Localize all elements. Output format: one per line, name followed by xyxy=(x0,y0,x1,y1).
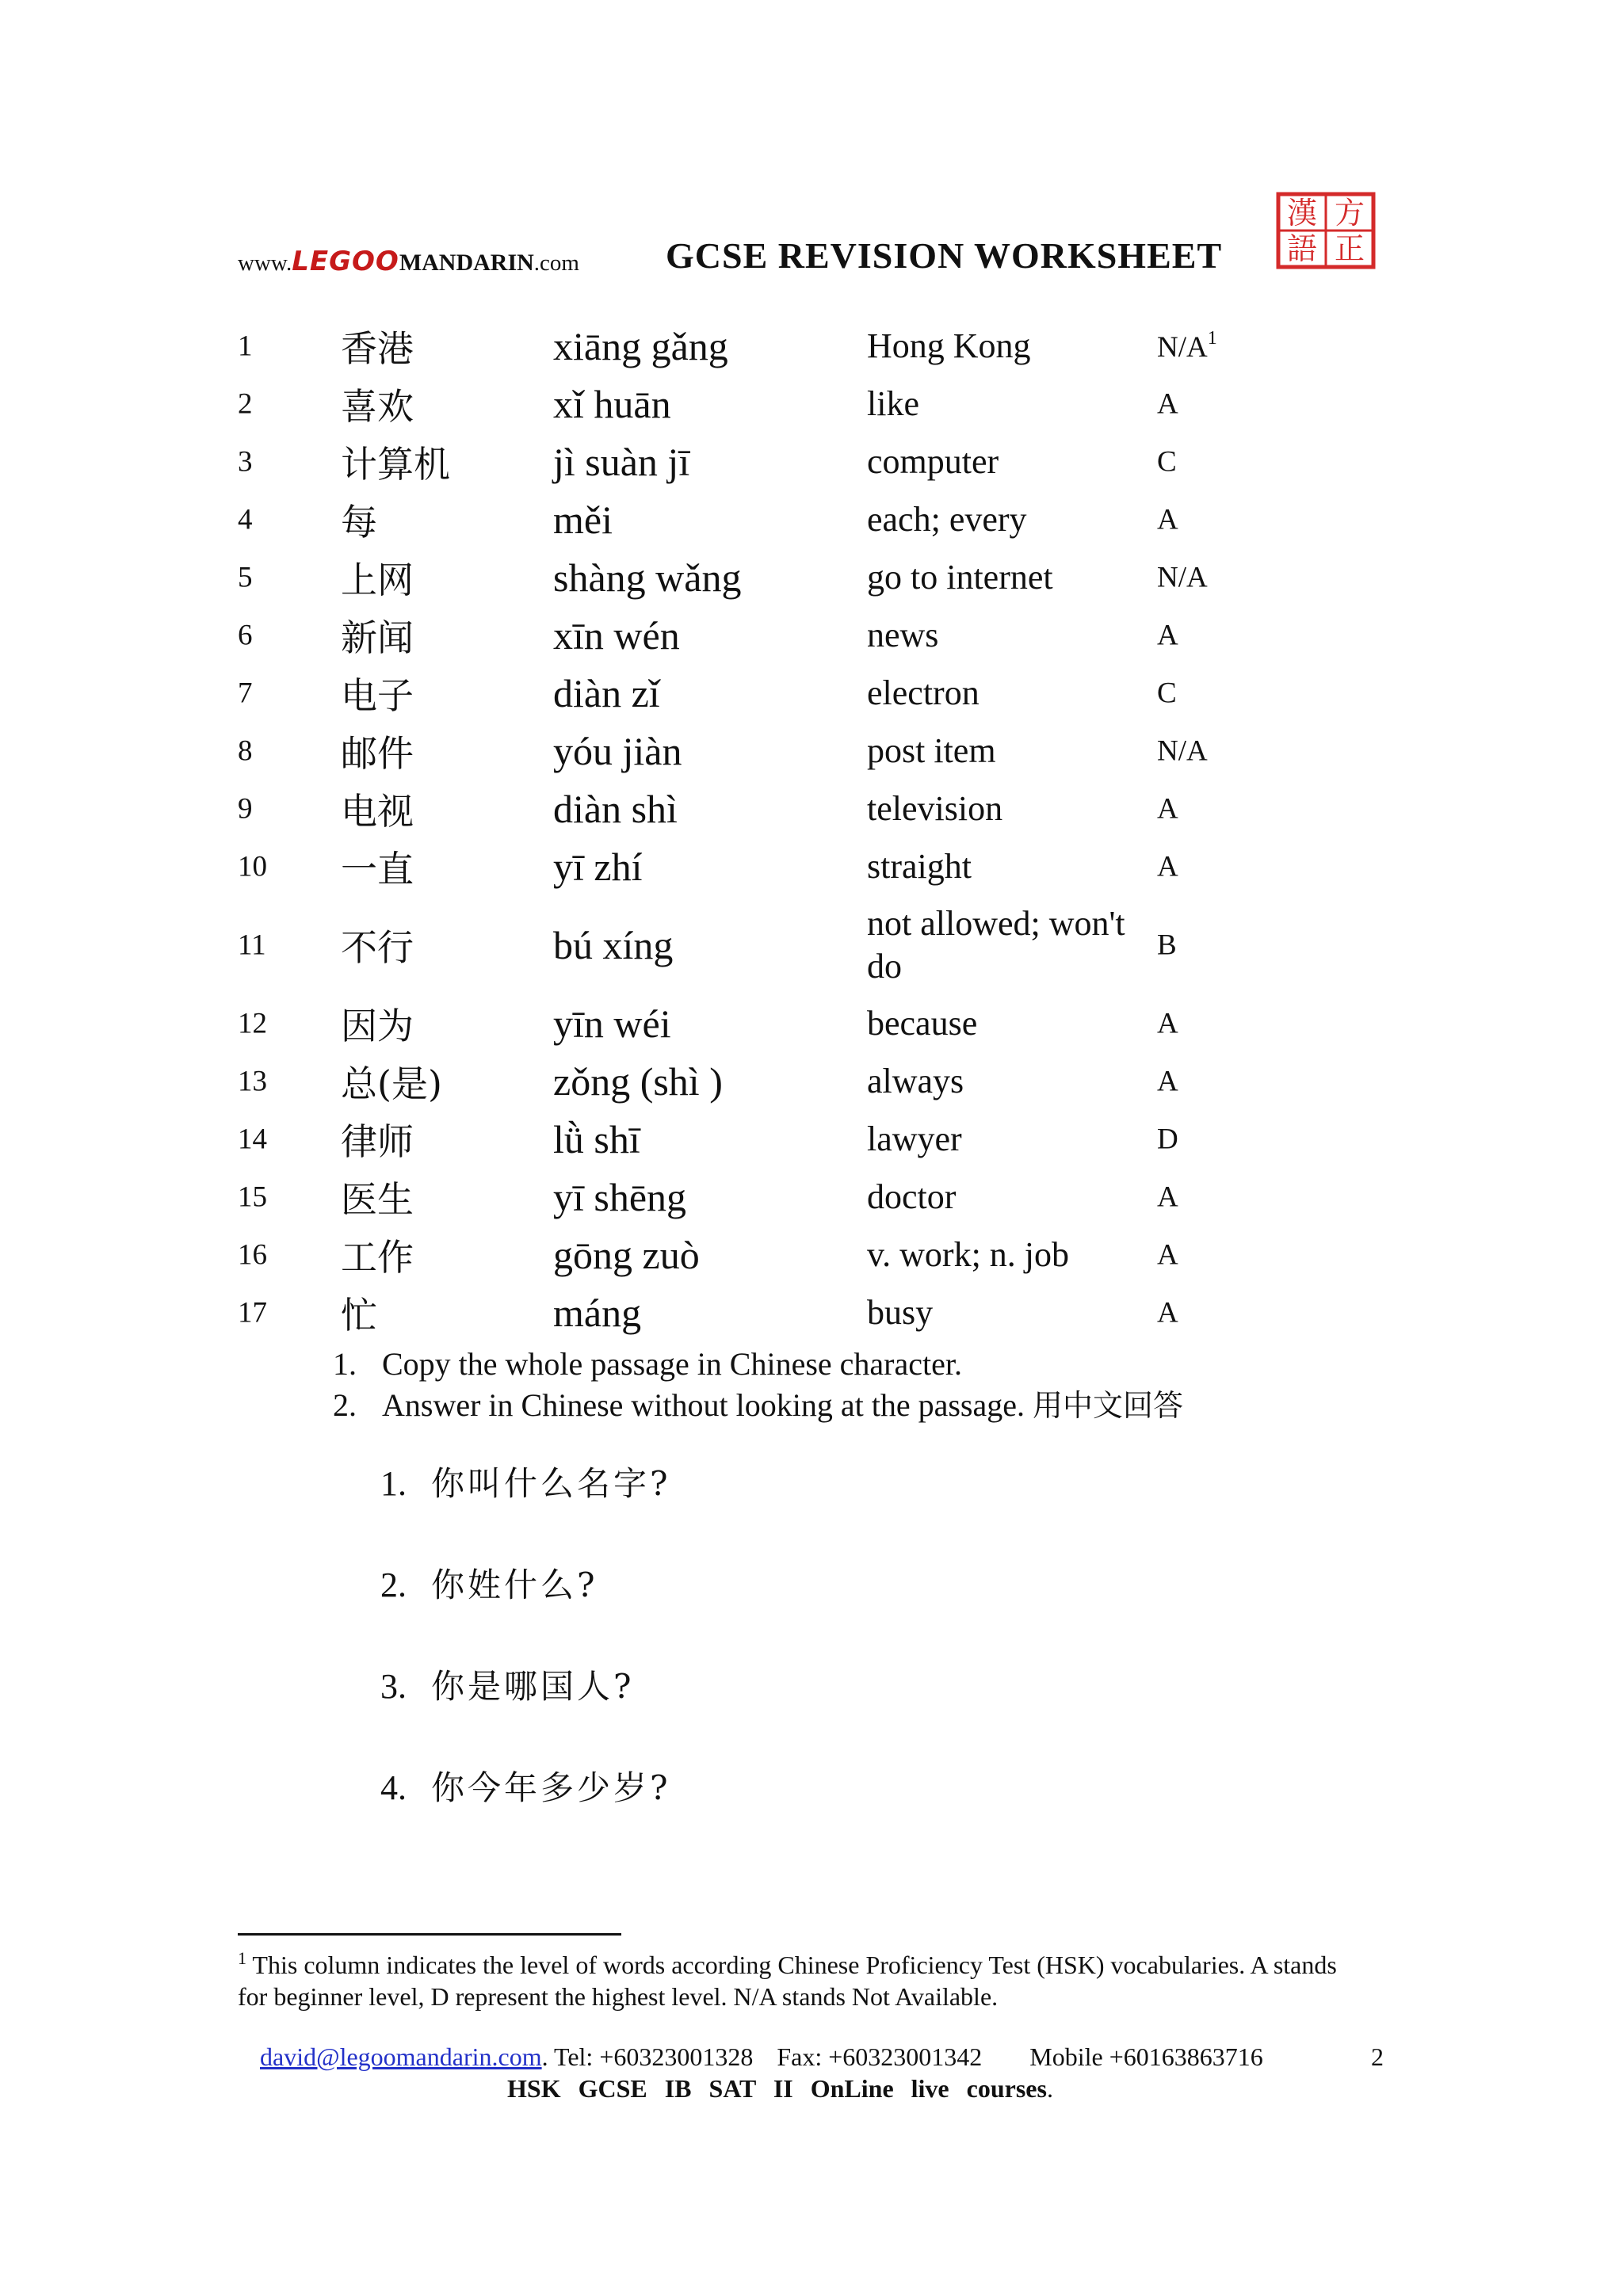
question-item xyxy=(380,1458,671,1559)
question-text: 你叫什么名字? xyxy=(431,1464,671,1503)
vocab-english xyxy=(867,325,1168,368)
vocab-pinyin xyxy=(553,323,728,369)
questions-list xyxy=(380,1458,671,1863)
vocab-level xyxy=(1157,676,1177,710)
vocab-pinyin xyxy=(553,612,680,658)
vocab-level xyxy=(1157,618,1178,652)
vocab-row xyxy=(238,606,1347,664)
vocab-english xyxy=(867,498,1168,541)
vocab-level-text: A xyxy=(1157,1238,1178,1271)
vocab-number-text: 6 xyxy=(238,619,253,651)
vocab-hanzi-text: 香港 xyxy=(341,326,414,370)
vocab-english xyxy=(867,1118,1168,1161)
vocab-english-text: doctor xyxy=(867,1177,957,1216)
vocab-number xyxy=(238,1064,267,1098)
vocab-pinyin-text: diàn shì xyxy=(553,786,678,831)
instruction-item xyxy=(333,1385,1183,1426)
vocab-level xyxy=(1157,502,1178,536)
vocab-number-text: 12 xyxy=(238,1007,267,1039)
vocab-row xyxy=(238,375,1347,433)
seal-character: 漢 xyxy=(1286,196,1318,231)
vocab-english xyxy=(867,1060,1168,1103)
vocab-hanzi xyxy=(341,609,414,662)
vocab-level xyxy=(1157,560,1208,594)
question-item xyxy=(380,1661,671,1762)
question-number: 2. xyxy=(380,1566,407,1604)
vocab-level-text: C xyxy=(1157,677,1177,709)
vocab-number-text: 16 xyxy=(238,1238,267,1271)
vocab-english-text: go to internet xyxy=(867,557,1053,597)
vocab-pinyin xyxy=(553,1058,723,1104)
vocab-hanzi-text: 喜欢 xyxy=(341,384,414,428)
vocab-hanzi-text: 电子 xyxy=(341,673,414,717)
vocab-hanzi xyxy=(341,919,414,971)
vocab-pinyin xyxy=(553,1232,700,1278)
vocab-pinyin-text: xiāng gǎng xyxy=(553,323,728,368)
instruction-text-chinese: 用中文回答 xyxy=(1032,1388,1183,1423)
vocab-english xyxy=(867,383,1168,425)
vocab-english-text: straight xyxy=(867,846,972,886)
question-item xyxy=(380,1762,671,1863)
vocab-pinyin-text: yóu jiàn xyxy=(553,728,682,773)
vocab-hanzi xyxy=(341,494,377,546)
vocab-pinyin-text: gōng zuò xyxy=(553,1232,700,1277)
vocab-number xyxy=(238,791,253,826)
vocab-english xyxy=(867,1234,1168,1276)
instruction-text: Answer in Chinese without looking at the passage. xyxy=(382,1387,1033,1423)
vocab-level-text: A xyxy=(1157,850,1178,883)
vocab-hanzi xyxy=(341,997,414,1050)
question-text: 你今年多少岁? xyxy=(431,1768,671,1807)
vocab-pinyin-text: máng xyxy=(553,1290,642,1335)
vocab-row xyxy=(238,433,1347,490)
vocab-level-text: B xyxy=(1157,929,1177,961)
vocab-number xyxy=(238,928,266,962)
vocab-pinyin xyxy=(553,786,678,832)
vocab-hanzi xyxy=(341,1171,414,1223)
vocab-number-text: 11 xyxy=(238,929,266,961)
vocab-hanzi-text: 律师 xyxy=(341,1119,414,1163)
vocab-row xyxy=(238,1226,1347,1283)
instructions-list xyxy=(333,1344,1183,1426)
vocab-row xyxy=(238,1168,1347,1226)
vocab-pinyin-text: yī shēng xyxy=(553,1174,687,1219)
vocab-level-text: A xyxy=(1157,1007,1178,1039)
vocab-row xyxy=(238,994,1347,1052)
vocab-row xyxy=(238,317,1347,375)
fax: Fax: +60323001342 xyxy=(777,2042,983,2071)
vocab-number xyxy=(238,387,253,421)
vocab-number-text: 14 xyxy=(238,1123,267,1155)
vocab-number-text: 1 xyxy=(238,330,253,362)
vocab-english-text: busy xyxy=(867,1292,934,1332)
vocab-level-text: A xyxy=(1157,792,1178,825)
vocab-pinyin xyxy=(553,381,671,427)
vocab-row xyxy=(238,1110,1347,1168)
vocab-number-text: 8 xyxy=(238,734,253,767)
courses-list: HSK GCSE IB SAT II OnLine live courses xyxy=(507,2074,1047,2103)
vocab-level-text: A xyxy=(1157,1065,1178,1097)
mobile: Mobile +60163863716 xyxy=(1029,2042,1263,2071)
vocab-level-text: A xyxy=(1157,1180,1178,1213)
instruction-item xyxy=(333,1344,1183,1385)
vocab-level xyxy=(1157,928,1177,962)
vocab-row xyxy=(238,548,1347,606)
worksheet-title: GCSE REVISION WORKSHEET xyxy=(666,235,1223,276)
vocab-english-text: each; every xyxy=(867,499,1027,539)
vocab-level xyxy=(1157,734,1208,768)
vocab-hanzi-text: 不行 xyxy=(341,925,414,969)
vocab-hanzi xyxy=(341,1113,414,1165)
vocab-level-text: C xyxy=(1157,445,1177,478)
vocab-level-text: A xyxy=(1157,1296,1178,1329)
vocab-english-text: news xyxy=(867,615,939,654)
vocab-number xyxy=(238,444,253,479)
vocab-level-text: A xyxy=(1157,619,1178,651)
vocab-english xyxy=(867,672,1168,715)
vocab-level xyxy=(1157,849,1178,883)
vocab-pinyin xyxy=(553,844,642,890)
vocab-pinyin-text: shàng wǎng xyxy=(553,555,742,600)
instruction-number: 1. xyxy=(333,1346,357,1382)
vocab-english xyxy=(867,902,1168,988)
vocab-level-text: D xyxy=(1157,1123,1178,1155)
vocab-level xyxy=(1157,1064,1178,1098)
vocab-number xyxy=(238,1238,267,1272)
vocab-english-text: like xyxy=(867,383,919,423)
vocab-pinyin xyxy=(553,670,660,716)
vocab-number xyxy=(238,1180,267,1214)
vocab-pinyin xyxy=(553,1174,686,1220)
vocab-pinyin xyxy=(553,728,682,774)
vocab-number-text: 5 xyxy=(238,561,253,593)
page-number: 2 xyxy=(1371,2042,1384,2071)
vocab-row xyxy=(238,895,1347,994)
vocab-level xyxy=(1157,1295,1178,1329)
vocab-hanzi-text: 总(是) xyxy=(341,1062,442,1105)
vocab-number xyxy=(238,849,267,883)
vocab-pinyin xyxy=(553,439,689,485)
vocab-hanzi xyxy=(341,1055,442,1108)
vocab-english-text: v. work; n. job xyxy=(867,1234,1070,1274)
seal-logo-icon xyxy=(1276,192,1376,269)
instruction-number: 2. xyxy=(333,1387,357,1423)
vocab-level-text: A xyxy=(1157,387,1178,420)
seal-character: 語 xyxy=(1286,231,1318,266)
vocab-pinyin-text: lǜ shī xyxy=(553,1116,640,1161)
vocab-pinyin xyxy=(553,1001,671,1047)
question-number: 4. xyxy=(380,1768,407,1807)
vocab-hanzi-text: 工作 xyxy=(341,1235,414,1279)
vocab-english-text: because xyxy=(867,1003,978,1043)
vocab-number xyxy=(238,502,253,536)
question-text: 你姓什么? xyxy=(431,1566,598,1604)
question-number: 1. xyxy=(380,1464,407,1503)
vocab-number-text: 13 xyxy=(238,1065,267,1097)
vocab-row xyxy=(238,780,1347,837)
vocab-hanzi-text: 一直 xyxy=(341,847,414,891)
vocab-level-text: A xyxy=(1157,503,1178,536)
vocab-number-text: 2 xyxy=(238,387,253,420)
vocab-hanzi-text: 计算机 xyxy=(341,442,450,486)
vocab-number xyxy=(238,1006,267,1040)
site-brand-logo: LEGOO xyxy=(292,246,399,277)
vocab-row xyxy=(238,722,1347,780)
site-brand-mandarin: MANDARIN xyxy=(399,250,534,276)
vocab-hanzi-text: 医生 xyxy=(341,1177,414,1221)
vocab-number xyxy=(238,1295,267,1329)
site-url[interactable] xyxy=(238,246,579,277)
site-prefix: www. xyxy=(238,250,292,276)
vocab-english-text: electron xyxy=(867,673,980,712)
vocab-row xyxy=(238,1283,1347,1341)
vocab-level xyxy=(1157,1122,1178,1156)
courses-end: . xyxy=(1046,2074,1053,2103)
vocab-hanzi xyxy=(341,1287,377,1339)
vocab-hanzi xyxy=(341,783,414,835)
site-suffix: .com xyxy=(533,250,579,276)
vocab-pinyin-text: jì suàn jī xyxy=(553,439,690,484)
vocab-english-text: post item xyxy=(867,730,996,770)
instruction-text: Copy the whole passage in Chinese character. xyxy=(382,1346,962,1382)
vocab-english-text: computer xyxy=(867,441,999,481)
question-number: 3. xyxy=(380,1667,407,1706)
vocab-hanzi xyxy=(341,378,414,430)
vocab-hanzi-text: 因为 xyxy=(341,1004,414,1047)
vocab-pinyin xyxy=(553,555,741,601)
vocab-number xyxy=(238,1122,267,1156)
vocab-hanzi-text: 电视 xyxy=(341,789,414,833)
vocab-hanzi-text: 忙 xyxy=(341,1293,377,1337)
vocab-hanzi xyxy=(341,725,414,777)
vocab-level-text: N/A xyxy=(1157,734,1208,767)
vocab-english-text: not allowed; won't do xyxy=(867,903,1125,986)
question-item xyxy=(380,1559,671,1661)
vocabulary-table xyxy=(238,317,1347,1341)
vocab-pinyin-text: yīn wéi xyxy=(553,1001,671,1046)
vocab-hanzi-text: 新闻 xyxy=(341,616,414,659)
telephone: . Tel: +60323001328 xyxy=(541,2042,754,2071)
vocab-number xyxy=(238,676,253,710)
vocab-hanzi xyxy=(341,667,414,719)
seal-character: 方 xyxy=(1334,196,1365,231)
vocab-pinyin-text: xīn wén xyxy=(553,612,680,658)
question-text: 你是哪国人? xyxy=(431,1667,635,1706)
vocab-level xyxy=(1157,1180,1178,1214)
footnote-text: This column indicates the level of words according Chinese Proficiency Test (HSK) vocabularies. A stands for beginner level, D represent the highest level. N/A stands Not Available. xyxy=(238,1951,1337,2011)
vocab-english-text: television xyxy=(867,788,1003,828)
vocab-number-text: 17 xyxy=(238,1296,267,1329)
vocab-number xyxy=(238,560,253,594)
vocab-hanzi-text: 每 xyxy=(341,500,377,543)
vocab-pinyin-text: zǒng (shì ) xyxy=(553,1058,723,1104)
vocab-level-text: N/A xyxy=(1157,561,1208,593)
vocab-english xyxy=(867,845,1168,888)
vocab-hanzi xyxy=(341,436,450,488)
vocab-english xyxy=(867,730,1168,772)
footnote-marker: 1 xyxy=(238,1948,246,1968)
footnote-reference[interactable]: 1 xyxy=(1207,327,1217,349)
vocab-level-text: N/A xyxy=(1157,330,1208,364)
vocab-hanzi-text: 邮件 xyxy=(341,731,414,775)
vocab-pinyin-text: yī zhí xyxy=(553,844,643,889)
contact-footer xyxy=(260,2042,1433,2072)
vocab-level xyxy=(1157,387,1178,421)
vocab-hanzi xyxy=(341,1229,414,1281)
vocab-hanzi xyxy=(341,320,414,372)
vocab-row xyxy=(238,490,1347,548)
vocab-level xyxy=(1157,1006,1178,1040)
vocab-english xyxy=(867,1291,1168,1334)
vocab-number-text: 4 xyxy=(238,503,253,536)
seal-character: 正 xyxy=(1334,231,1365,266)
vocab-hanzi-text: 上网 xyxy=(341,558,414,601)
vocab-pinyin-text: diàn zǐ xyxy=(553,670,660,715)
courses-footer xyxy=(507,2074,1053,2103)
vocab-pinyin-text: bú xíng xyxy=(553,922,674,967)
footnote-divider xyxy=(238,1933,621,1936)
vocab-hanzi xyxy=(341,551,414,604)
vocab-english-text: always xyxy=(867,1061,964,1100)
vocab-pinyin-text: měi xyxy=(553,497,613,542)
vocab-pinyin xyxy=(553,922,673,968)
footnote xyxy=(238,1943,1347,2012)
vocab-english xyxy=(867,1002,1168,1045)
vocab-number-text: 15 xyxy=(238,1180,267,1213)
vocab-level xyxy=(1157,328,1217,364)
vocab-pinyin-text: xǐ huān xyxy=(553,381,671,426)
vocab-row xyxy=(238,664,1347,722)
vocab-english xyxy=(867,441,1168,483)
vocab-hanzi xyxy=(341,841,414,893)
vocab-level xyxy=(1157,791,1178,826)
vocab-number xyxy=(238,329,253,363)
page-header xyxy=(238,196,1395,293)
vocab-number-text: 3 xyxy=(238,445,253,478)
vocab-level xyxy=(1157,1238,1178,1272)
vocab-pinyin xyxy=(553,1116,640,1162)
email-link[interactable]: david@legoomandarin.com xyxy=(260,2042,542,2071)
vocab-number xyxy=(238,618,253,652)
vocab-pinyin xyxy=(553,497,613,543)
vocab-english xyxy=(867,788,1168,830)
vocab-level xyxy=(1157,444,1177,479)
vocab-english xyxy=(867,614,1168,657)
vocab-number-text: 7 xyxy=(238,677,253,709)
vocab-row xyxy=(238,1052,1347,1110)
vocab-english-text: Hong Kong xyxy=(867,326,1031,365)
vocab-pinyin xyxy=(553,1290,641,1336)
vocab-english xyxy=(867,1176,1168,1219)
vocab-number-text: 9 xyxy=(238,792,253,825)
vocab-row xyxy=(238,837,1347,895)
vocab-number-text: 10 xyxy=(238,850,267,883)
vocab-english xyxy=(867,556,1168,599)
vocab-number xyxy=(238,734,253,768)
vocab-english-text: lawyer xyxy=(867,1119,962,1158)
